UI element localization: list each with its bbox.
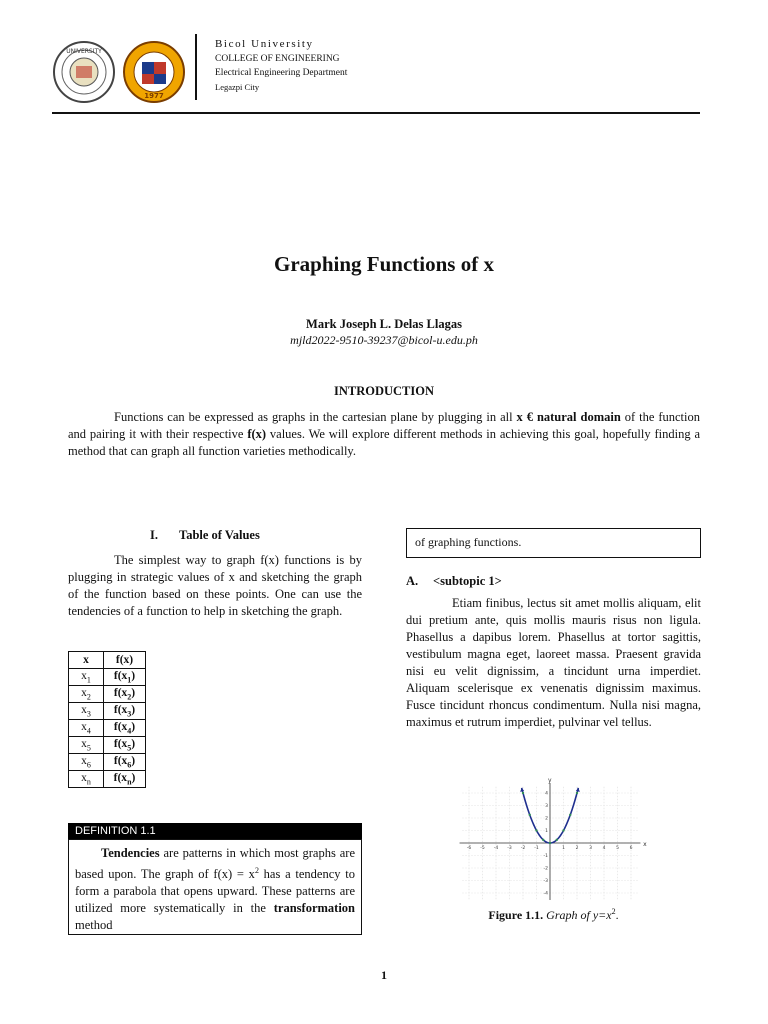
x-tick-label: -5	[480, 846, 485, 851]
y-tick-label: 3	[545, 804, 548, 809]
x-tick-label: 3	[589, 846, 592, 851]
svg-text:UNIVERSITY: UNIVERSITY	[66, 48, 102, 55]
header-college: COLLEGE OF ENGINEERING	[215, 54, 340, 64]
section-heading-table-of-values: I. Table of Values	[150, 528, 260, 542]
table-row: $x_n$ $f(x_n)$	[69, 771, 146, 788]
author-name: Mark Joseph L. Delas Llagas	[306, 317, 462, 331]
data-point	[542, 839, 544, 841]
data-point	[549, 842, 551, 844]
y-tick-label: -1	[543, 854, 548, 859]
y-tick-label: 1	[545, 829, 548, 834]
subtopic-paragraph: Etiam finibus, lectus sit amet mollis aliquam, elit dui pretium ante, quis mollis mauris risus non ligula. Phasellus a dapibus lorem. Phasellus at tortor sagittis, vestibulum magna eget, laoreet massa. Praesent gravida nisi eu velit dignissim, a tincidunt urna imperdiet. Aliquam scelerisque ex venenatis dignissim maximus. Fusce tincidunt rhoncus condimentum. Nulla nisi magna, maximus et rutrum imperdiet, pulvinar vel tellus.	[406, 596, 701, 729]
table-header-row	[69, 652, 146, 669]
data-point	[569, 814, 571, 816]
y-tick-label: -2	[543, 866, 548, 872]
header-department: Electrical Engineering Department	[215, 68, 348, 78]
introduction-heading: INTRODUCTION	[333, 384, 434, 398]
logo-year: 1977	[144, 92, 164, 100]
data-point	[556, 839, 558, 841]
y-tick-label: -3	[543, 879, 548, 884]
data-point	[535, 829, 537, 831]
x-tick-label: 2	[575, 846, 579, 851]
x-tick-label: -3	[507, 846, 512, 851]
data-point	[576, 792, 578, 794]
x-tick-label: -1	[534, 846, 539, 851]
y-tick-label: -4	[543, 891, 548, 897]
definition-label: DEFINITION 1.1	[68, 823, 362, 839]
y-tick-label: 4	[545, 791, 548, 797]
table-row: $x_3$ $f(x_3)$	[69, 703, 146, 720]
author-email: mjld2022-9510-39237@bicol-u.edu.ph	[290, 333, 478, 347]
definition-continued-box: of graphing functions.	[406, 528, 701, 558]
x-tick-label: 1	[562, 846, 565, 851]
data-point	[529, 814, 531, 816]
x-tick-label: -6	[466, 846, 472, 851]
introduction-paragraph: Functions can be expressed as graphs in the cartesian plane by plugging in all x € natural domain of the function and pairing it with their respective f(x) values. We will explore different methods in achieving this goal, hopefully finding a method that can graph all function varieties methodically.	[68, 410, 700, 458]
bicol-university-seal-logo	[52, 40, 116, 104]
x-tick-label: 6	[629, 846, 633, 851]
table-header-fx: f(x)	[104, 652, 146, 669]
table-header-x: x	[69, 652, 104, 669]
x-tick-label: -4	[493, 846, 499, 851]
table-row: $x_2$ $f(x_2)$	[69, 686, 146, 703]
table-row: $x_6$ $f(x_6)$	[69, 754, 146, 771]
table-row: $x_5$ $f(x_5)$	[69, 737, 146, 754]
figure-caption: Figure 1.1. Graph of $y=x^2$.	[488, 907, 619, 922]
page-number: 1	[381, 968, 387, 982]
data-point	[562, 829, 564, 831]
header-university: Bicol University	[215, 38, 314, 50]
x-tick-label: 5	[616, 846, 619, 851]
definition-box: Tendencies are patterns in which most graphs are based upon. The graph of $f(x) = x^2$ has a tendency to form a parabola that opens upward. These patterns are utilized more systematically in the transformation method	[68, 839, 362, 935]
header-city: Legazpi City	[215, 82, 260, 92]
table-of-values	[68, 651, 146, 788]
parabola-graph	[450, 775, 660, 900]
header-rule	[52, 112, 700, 114]
x-tick-label: 4	[602, 846, 606, 851]
data-point	[522, 792, 524, 794]
y-tick-label: 2	[545, 816, 548, 822]
section-paragraph: The simplest way to graph f(x) functions is by plugging in strategic values of x and sketching the graph of the function based on these points. One can use the tendencies of a function to help in sketching the graph.	[68, 553, 362, 618]
x-axis-label: x	[643, 841, 647, 848]
header-divider	[195, 34, 197, 100]
subtopic-heading: A. <subtopic 1>	[406, 574, 502, 588]
document-title: Graphing Functions of x	[274, 252, 494, 276]
table-row: $x_4$ $f(x_4)$	[69, 720, 146, 737]
x-tick-label: -2	[520, 846, 526, 851]
college-of-engineering-logo	[122, 40, 186, 104]
y-axis-label: y	[548, 776, 552, 784]
table-row: $x_1$ $f(x_1)$	[69, 669, 146, 686]
